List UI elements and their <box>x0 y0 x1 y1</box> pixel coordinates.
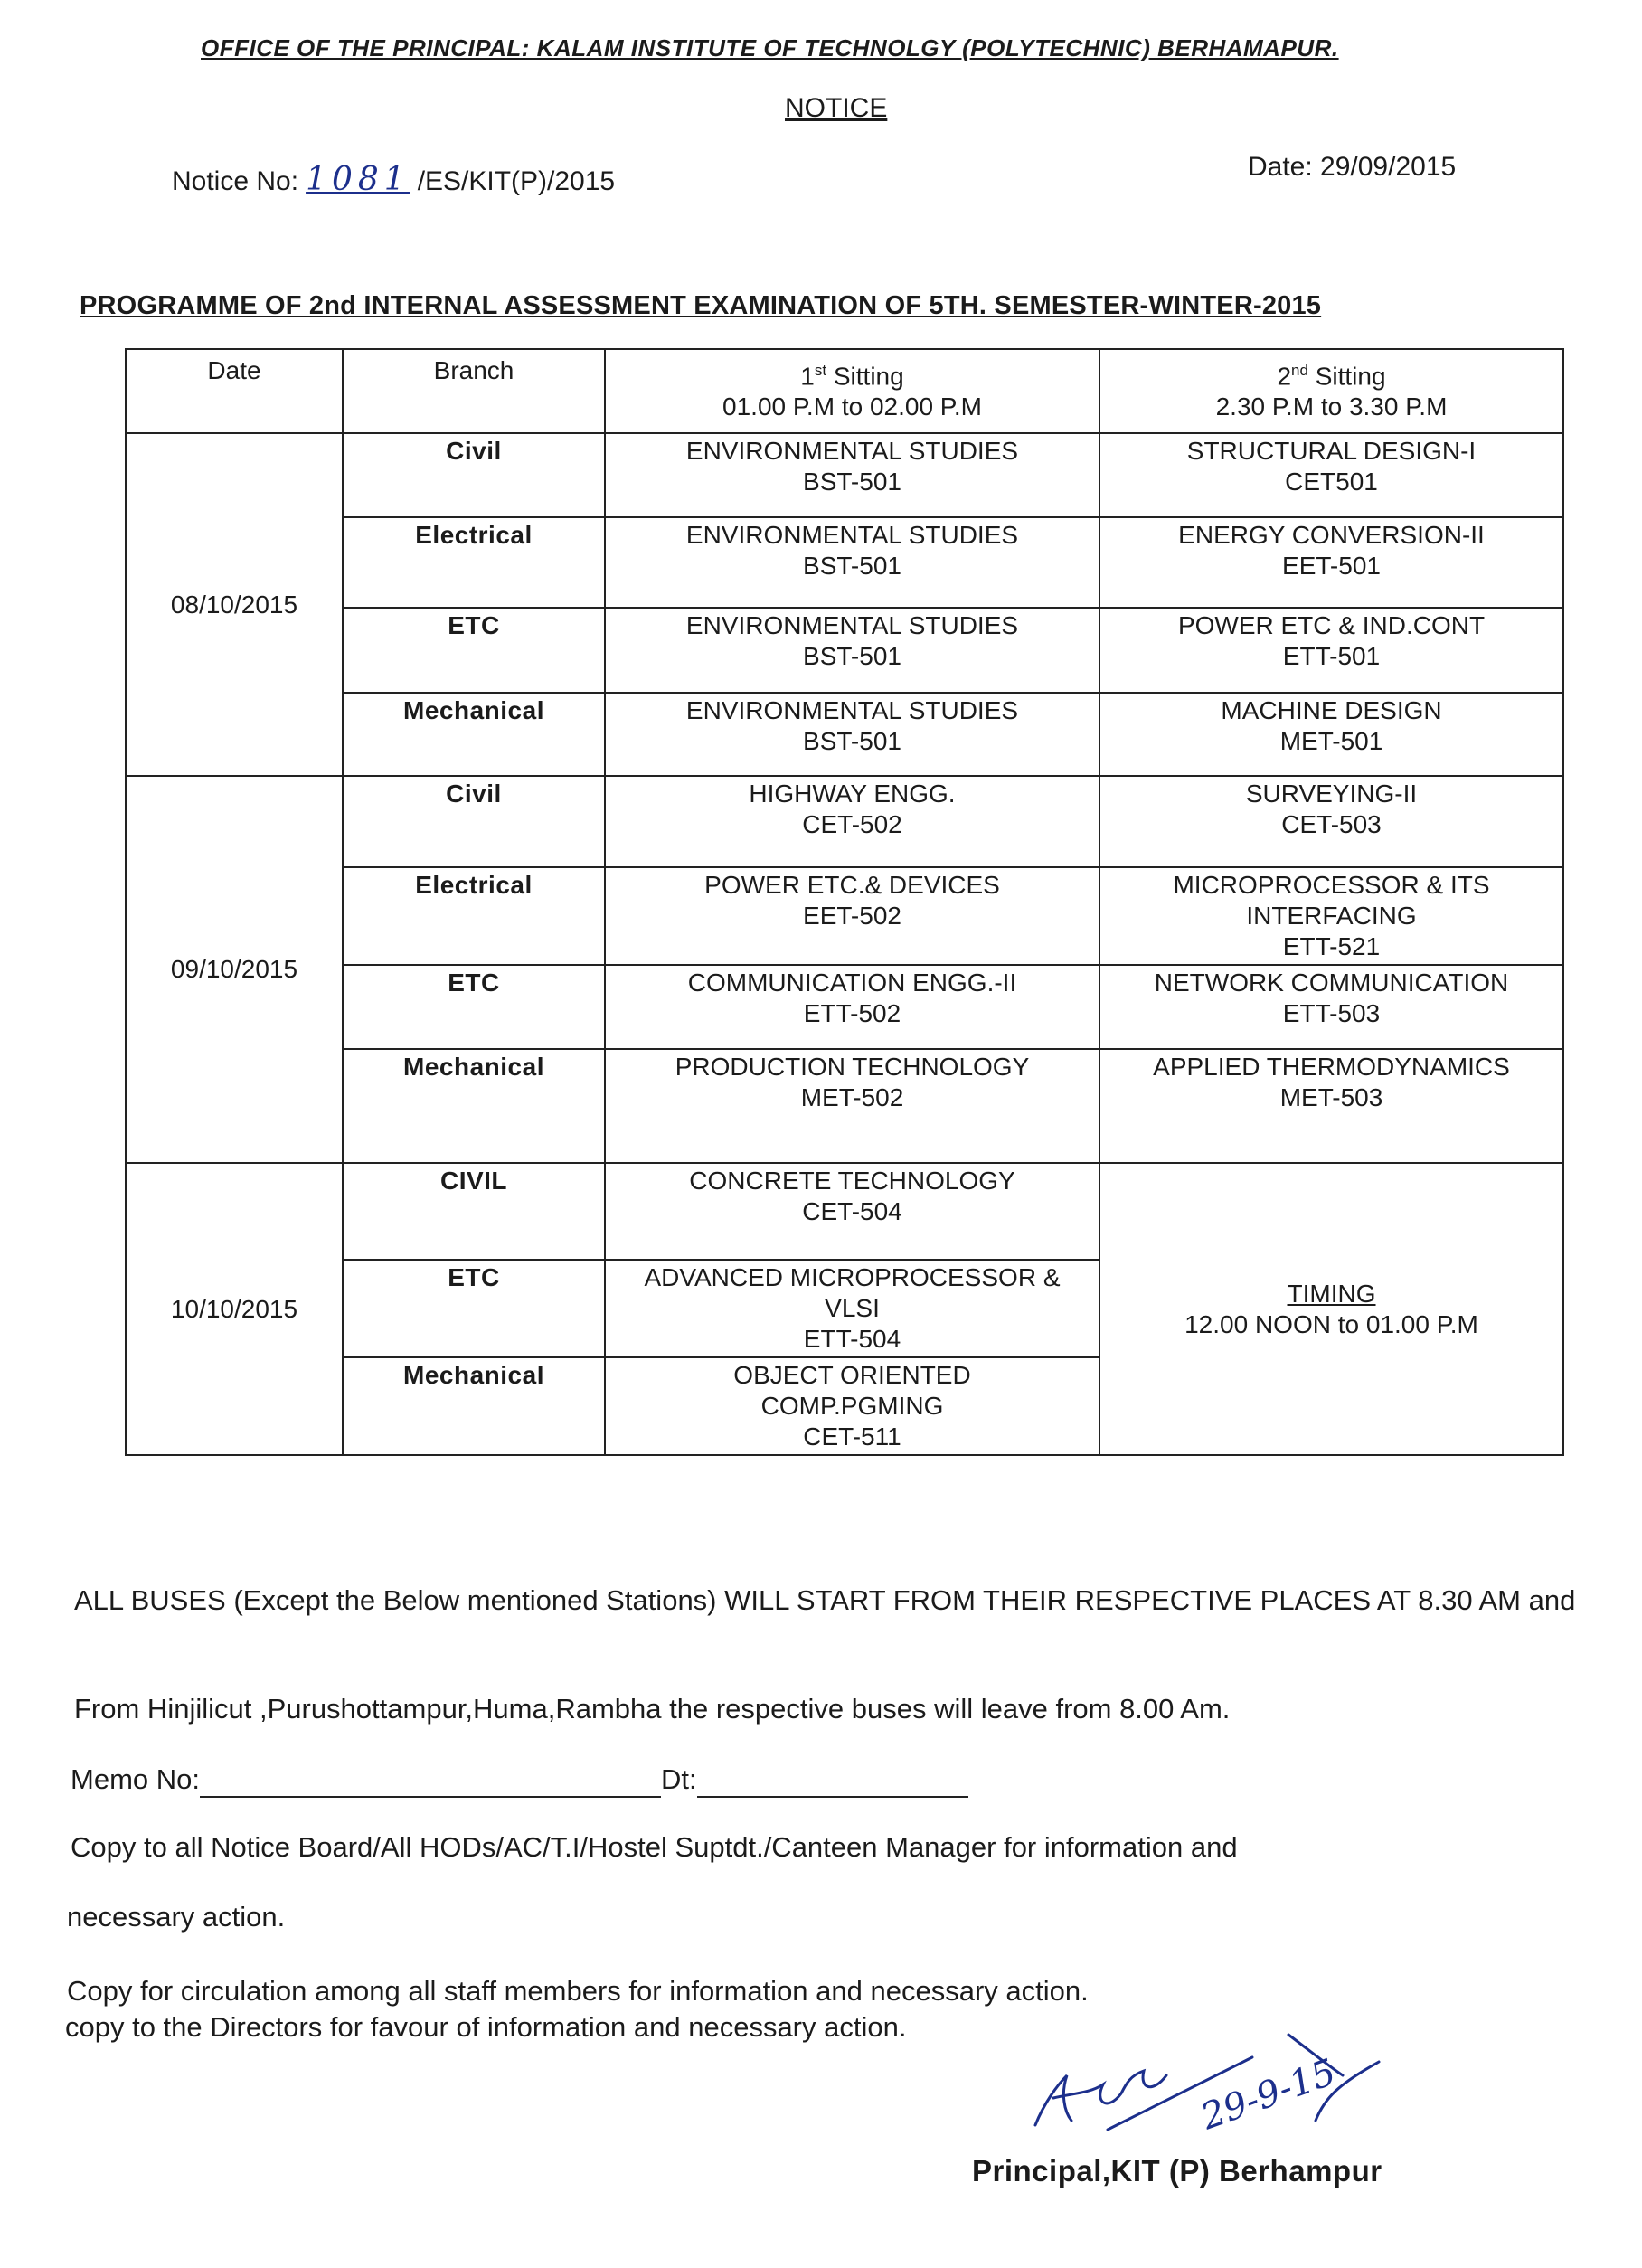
subject-code: CET-502 <box>802 810 902 838</box>
sitting-2-cell <box>1099 776 1563 867</box>
sitting-1-cell <box>605 965 1099 1049</box>
subject-code: BST-501 <box>803 727 901 755</box>
sitting-2-cell <box>1099 517 1563 608</box>
subject-name: APPLIED THERMODYNAMICS <box>1153 1053 1510 1081</box>
principal-signatory: Principal,KIT (P) Berhampur <box>972 2154 1382 2188</box>
subject-code: CET-511 <box>803 1422 901 1451</box>
programme-title: PROGRAMME OF 2nd INTERNAL ASSESSMENT EXAMINATION OF 5TH. SEMESTER-WINTER-2015 <box>80 291 1322 320</box>
sitting-1-cell <box>605 433 1099 517</box>
subject-name: STRUCTURAL DESIGN-I <box>1186 437 1477 465</box>
sitting-2-suffix: nd <box>1291 362 1308 379</box>
timing-cell <box>1099 1163 1563 1455</box>
header-sitting-2 <box>1099 349 1563 433</box>
table-row <box>126 1163 1563 1260</box>
subject-code: ETT-521 <box>1282 932 1381 960</box>
subject-code: CET-504 <box>802 1197 902 1225</box>
pickup-paragraph: From Hinjilicut ,Purushottampur,Huma,Rambha the respective buses will leave from 8.00 Am. <box>74 1693 1231 1725</box>
sitting-2-cell <box>1099 693 1563 776</box>
subject-name: ENVIRONMENTAL STUDIES <box>685 437 1019 465</box>
sitting-2-cell <box>1099 867 1563 965</box>
sitting-2-cell <box>1099 433 1563 517</box>
office-heading: OFFICE OF THE PRINCIPAL: KALAM INSTITUTE OF TECHNOLGY (POLYTECHNIC) BERHAMAPUR. <box>201 34 1339 61</box>
subject-name: INTERFACING <box>1246 902 1417 930</box>
subject-code: EET-501 <box>1282 552 1381 580</box>
sitting-1-number: 1 <box>800 362 815 391</box>
subject-code: MET-501 <box>1279 727 1383 755</box>
copy-notice-board: Copy to all Notice Board/All HODs/AC/T.I/Hostel Suptdt./Canteen Manager for information and <box>71 1831 1238 1863</box>
signature <box>1017 2021 1397 2157</box>
copy-directors: copy to the Directors for favour of information and necessary action. <box>65 2011 907 2043</box>
subject-code: ETT-502 <box>803 999 901 1027</box>
branch-cell: Mechanical <box>343 1049 605 1163</box>
subject-name: ENVIRONMENTAL STUDIES <box>685 521 1019 549</box>
subject-name: PRODUCTION TECHNOLOGY <box>675 1053 1030 1081</box>
exam-schedule-table <box>125 348 1564 1456</box>
notice-date: Date: 29/09/2015 <box>1248 152 1457 182</box>
sitting-1-cell <box>605 1049 1099 1163</box>
sitting-1-cell <box>605 693 1099 776</box>
notice-number-prefix: Notice No: <box>172 166 299 196</box>
subject-code: CET-503 <box>1281 810 1382 838</box>
copy-staff: Copy for circulation among all staff members for information and necessary action. <box>67 1975 1089 2007</box>
header-date: Date <box>126 349 343 433</box>
subject-name: ADVANCED MICROPROCESSOR & <box>644 1263 1061 1291</box>
branch-cell: ETC <box>343 1260 605 1357</box>
subject-name: POWER ETC.& DEVICES <box>704 871 1000 899</box>
sitting-1-cell <box>605 1260 1099 1357</box>
sitting-1-suffix: st <box>814 362 827 379</box>
branch-cell: CIVIL <box>343 1163 605 1260</box>
branch-cell: Electrical <box>343 867 605 965</box>
sitting-1-cell <box>605 1163 1099 1260</box>
header-branch: Branch <box>343 349 605 433</box>
sitting-1-time: 01.00 P.M to 02.00 P.M <box>722 392 982 421</box>
memo-blank <box>200 1796 661 1798</box>
header-sitting-1 <box>605 349 1099 433</box>
sitting-1-cell <box>605 517 1099 608</box>
notice-title: NOTICE <box>785 93 888 123</box>
sitting-1-cell <box>605 867 1099 965</box>
table-row <box>126 776 1563 867</box>
subject-name: ENVIRONMENTAL STUDIES <box>685 611 1019 639</box>
branch-cell: Mechanical <box>343 1357 605 1455</box>
subject-name: OBJECT ORIENTED <box>733 1361 971 1389</box>
branch-cell: Civil <box>343 776 605 867</box>
timing-value: 12.00 NOON to 01.00 P.M <box>1184 1309 1478 1338</box>
sitting-2-cell <box>1099 1049 1563 1163</box>
subject-name: ENVIRONMENTAL STUDIES <box>685 696 1019 724</box>
memo-line <box>71 1762 968 1798</box>
date-cell: 10/10/2015 <box>126 1163 343 1455</box>
subject-name: CONCRETE TECHNOLOGY <box>689 1167 1015 1195</box>
subject-code: CET501 <box>1285 468 1378 496</box>
notice-number-suffix: /ES/KIT(P)/2015 <box>417 166 616 196</box>
subject-code: BST-501 <box>803 642 901 670</box>
subject-name: COMMUNICATION ENGG.-II <box>687 969 1017 997</box>
buses-paragraph: ALL BUSES (Except the Below mentioned Stations) WILL START FROM THEIR RESPECTIVE PLACES AT 8.30 AM and <box>74 1584 1576 1616</box>
subject-name: VLSI <box>825 1294 880 1322</box>
sitting-2-word: Sitting <box>1307 362 1386 391</box>
sitting-1-cell <box>605 608 1099 693</box>
timing-label: TIMING <box>1287 1279 1376 1308</box>
subject-name: COMP.PGMING <box>760 1392 944 1420</box>
notice-number <box>172 161 615 198</box>
subject-name: ENERGY CONVERSION-II <box>1178 521 1485 549</box>
subject-name: NETWORK COMMUNICATION <box>1154 969 1509 997</box>
date-cell: 09/10/2015 <box>126 776 343 1163</box>
subject-code: ETT-504 <box>803 1325 901 1353</box>
memo-label: Memo No: <box>71 1763 200 1795</box>
subject-code: MET-503 <box>1279 1083 1383 1111</box>
sitting-2-cell <box>1099 608 1563 693</box>
subject-code: BST-501 <box>803 468 901 496</box>
sitting-1-word: Sitting <box>826 362 904 391</box>
sitting-1-cell <box>605 776 1099 867</box>
signature-date: 29-9-15 <box>1195 2051 1342 2139</box>
subject-code: MET-502 <box>800 1083 904 1111</box>
sitting-1-cell <box>605 1357 1099 1455</box>
copy-notice-board-cont: necessary action. <box>67 1901 286 1933</box>
branch-cell: Electrical <box>343 517 605 608</box>
subject-name: MICROPROCESSOR & ITS <box>1173 871 1490 899</box>
subject-name: MACHINE DESIGN <box>1221 696 1442 724</box>
subject-code: ETT-501 <box>1282 642 1381 670</box>
subject-code: EET-502 <box>803 902 901 930</box>
dt-blank <box>697 1796 968 1798</box>
branch-cell: ETC <box>343 608 605 693</box>
sitting-2-number: 2 <box>1277 362 1292 391</box>
branch-cell: Civil <box>343 433 605 517</box>
sitting-2-time: 2.30 P.M to 3.30 P.M <box>1215 392 1448 421</box>
notice-number-handwritten: 1081 <box>306 161 410 198</box>
subject-name: HIGHWAY ENGG. <box>749 780 956 808</box>
subject-name: SURVEYING-II <box>1245 780 1418 808</box>
date-cell: 08/10/2015 <box>126 433 343 776</box>
subject-name: POWER ETC & IND.CONT <box>1177 611 1486 639</box>
dt-label: Dt: <box>660 1763 697 1795</box>
sitting-2-cell <box>1099 965 1563 1049</box>
table-row <box>126 433 1563 517</box>
subject-code: BST-501 <box>803 552 901 580</box>
subject-code: ETT-503 <box>1282 999 1381 1027</box>
branch-cell: Mechanical <box>343 693 605 776</box>
branch-cell: ETC <box>343 965 605 1049</box>
